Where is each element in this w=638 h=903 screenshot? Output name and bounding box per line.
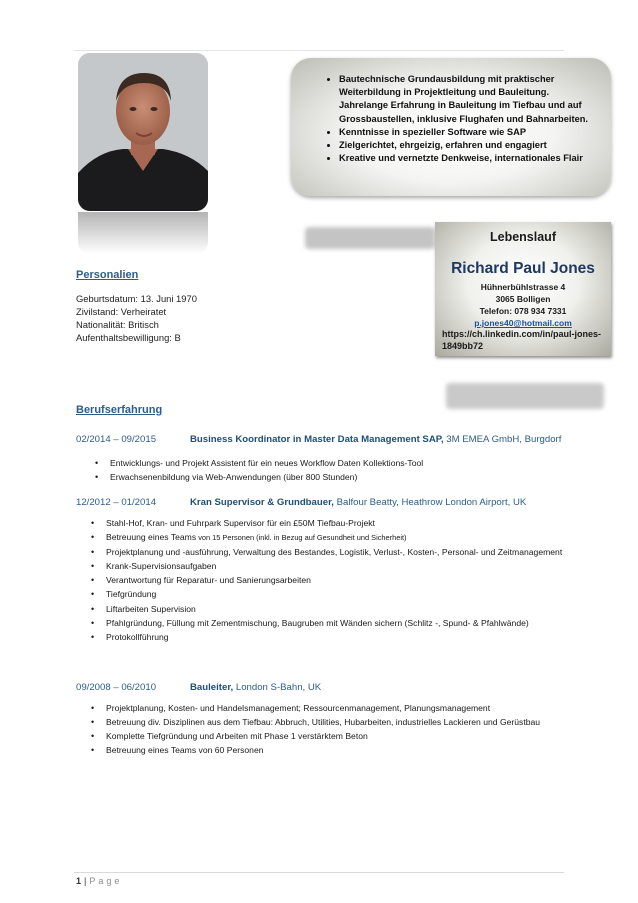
photo-reflection [78,212,208,254]
job-dates: 09/2008 – 06/2010 [76,682,157,693]
job-heading [76,682,321,693]
job-bullet: • Entwicklungs- und Projekt Assistent für ein neues Workflow Daten Kollektions-Tool [88,456,608,470]
job-dates: 02/2014 – 09/2015 [76,434,157,445]
experience-heading: Berufserfahrung [76,404,163,416]
job-role: Bauleiter, [190,682,234,693]
nationality: Nationalität: Britisch [76,319,159,330]
residence-permit: Aufenthaltsbewilligung: B [76,332,181,343]
job-bullet: • Betreuung div. Disziplinen aus dem Tiefbau: Abbruch, Utilities, Hubarbeiten, industrielles Lackieren und Gerüstbau [84,715,614,729]
job-bullet: • Projektplanung, Kosten- und Handelsmanagement; Ressourcenmanagement, Planungsmanagement [84,701,614,715]
redacted-block [446,383,604,409]
job-bullet: • Stahl-Hof, Kran- und Fuhrpark Supervisor für ein £50M Tiefbau-Projekt [84,516,564,530]
job-bullet-text: Betreuung eines Teams [106,532,197,543]
summary-box [291,58,611,196]
job-heading [76,434,561,445]
card-street: Hühnerbühlstrasse 4 [480,282,566,292]
page-number: 1 [76,876,82,886]
birthdate: Geburtsdatum: 13. Juni 1970 [76,293,197,304]
job-bullet-note: von 15 Personen (inkl. in Bezug auf Gesundheit und Sicherheit) [196,533,407,543]
redacted-block [305,227,435,249]
job-bullets [88,456,608,484]
job-org: 3M EMEA GmbH, Burgdorf [443,434,562,445]
footer-separator: | [84,876,87,886]
summary-item: • Bautechnische Grundausbildung mit praktischer Weiterbildung in Projektleitung und Bauleitung. Jahrelange Erfahrung in Bauleitung im Tiefbau und auf Grossbaustellen, inklusive Flughafen und Bahnarbeiten. [339,73,597,126]
job-bullet: • Verantwortung für Reparatur- und Sanierungsarbeiten [84,573,564,587]
summary-item: • Kenntnisse in spezieller Software wie SAP [339,126,597,139]
top-rule [74,50,564,51]
job-bullet: • Tiefgründung [84,587,564,601]
job-bullet: • Liftarbeiten Supervision [84,602,564,616]
card-phone: Telefon: 078 934 7331 [479,306,567,316]
job-org: London S-Bahn, UK [233,682,322,693]
job-role: Kran Supervisor & Grundbauer, [190,497,334,508]
summary-list [311,73,597,165]
summary-item: • Zielgerichtet, ehrgeizig, erfahren und engagiert [339,139,597,152]
card-linkedin-link[interactable]: https://ch.linkedin.com/in/paul-jones-1849bb72 [442,329,602,351]
job-bullet: • Erwachsenenbildung via Web-Anwendungen (über 800 Stunden) [88,470,608,484]
job-bullet: • Projektplanung und -ausführung, Verwaltung des Bestandes, Logistik, Verlust-, Kosten-, Personal- und Zeitmanagement [84,545,564,559]
job-bullets [84,516,564,644]
job-org: Balfour Beatty, Heathrow London Airport, UK [333,497,527,508]
job-heading [76,497,526,508]
job-bullet: • Pfahlgründung, Füllung mit Zementmischung, Baugruben mit Wänden sichern (Schlitz -, Spund- & Pfahlwände) [84,616,564,630]
name-card [435,222,611,356]
job-bullet [84,530,564,545]
footer-rule [74,872,564,873]
card-name: Richard Paul Jones [451,260,595,277]
job-bullets [84,701,614,757]
card-email-link[interactable]: p.jones40@hotmail.com [474,318,572,328]
job-bullet: • Protokollführung [84,630,564,644]
job-bullet: • Krank-Supervisionsaufgaben [84,559,564,573]
job-dates: 12/2012 – 01/2014 [76,497,157,508]
profile-photo [78,53,208,211]
summary-item: • Kreative und vernetzte Denkweise, internationales Flair [339,152,597,165]
card-city: 3065 Bolligen [495,294,551,304]
job-bullet: • Betreuung eines Teams von 60 Personen [84,743,614,757]
personalien-heading: Personalien [76,269,139,281]
page-footer [76,876,122,886]
job-bullet: • Komplette Tiefgründung und Arbeiten mit Phase 1 verstärktem Beton [84,729,614,743]
job-role: Business Koordinator in Master Data Management SAP, [190,434,444,445]
footer-page-label: Page [89,876,123,886]
card-title: Lebenslauf [490,230,556,244]
civil-status: Zivilstand: Verheiratet [76,306,167,317]
